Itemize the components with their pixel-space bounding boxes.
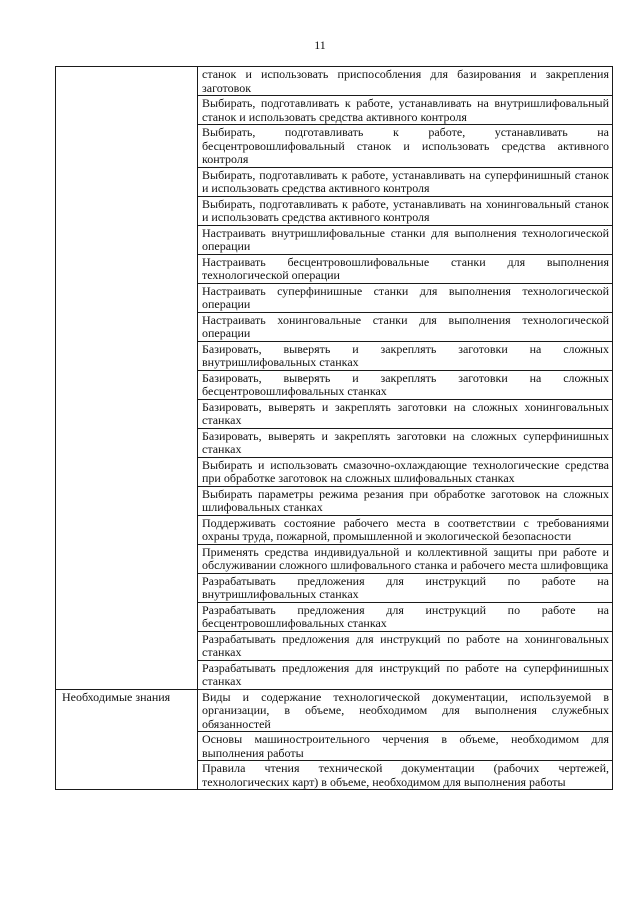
skill-item: Настраивать бесцентровошлифовальные станки для выполнения технологической операции bbox=[198, 254, 613, 283]
knowledge-item: Основы машиностроительного черчения в объеме, необходимом для выполнения работы bbox=[198, 732, 613, 761]
skill-item: Поддерживать состояние рабочего места в соответствии с требованиями охраны труда, пожарной, промышленной и экологической безопасности bbox=[198, 515, 613, 544]
knowledge-item: Правила чтения технической документации (рабочих чертежей, технологических карт) в объеме, необходимом для выполнения работы bbox=[198, 761, 613, 790]
skill-item: Выбирать, подготавливать к работе, устанавливать на хонинговальный станок и использовать средства активного контроля bbox=[198, 196, 613, 225]
skill-item: Настраивать суперфинишные станки для выполнения технологической операции bbox=[198, 283, 613, 312]
skill-item: Выбирать, подготавливать к работе, устанавливать на внутришлифовальный станок и использовать средства активного контроля bbox=[198, 96, 613, 125]
skill-item: Применять средства индивидуальной и коллективной защиты при работе и обслуживании сложного шлифовального станка и рабочего места шлифовщика bbox=[198, 544, 613, 573]
skill-item: станок и использовать приспособления для базирования и закрепления заготовок bbox=[198, 67, 613, 96]
skill-item: Выбирать параметры режима резания при обработке заготовок на сложных шлифовальных станках bbox=[198, 486, 613, 515]
skill-item: Базировать, выверять и закреплять заготовки на сложных хонинговальных станках bbox=[198, 399, 613, 428]
requirements-table bbox=[55, 66, 613, 790]
skill-item: Разрабатывать предложения для инструкций по работе на внутришлифовальных станках bbox=[198, 573, 613, 602]
table-row bbox=[56, 67, 613, 96]
skill-item: Выбирать и использовать смазочно-охлаждающие технологические средства при обработке заготовок на сложных шлифовальных станках bbox=[198, 457, 613, 486]
skill-item: Базировать, выверять и закреплять заготовки на сложных бесцентровошлифовальных станках bbox=[198, 370, 613, 399]
skill-item: Настраивать внутришлифовальные станки для выполнения технологической операции bbox=[198, 225, 613, 254]
page-number: 11 bbox=[314, 38, 326, 52]
skill-item: Выбирать, подготавливать к работе, устанавливать на суперфинишный станок и использовать средства активного контроля bbox=[198, 167, 613, 196]
skill-item: Разрабатывать предложения для инструкций по работе на суперфинишных станках bbox=[198, 660, 613, 689]
table-body bbox=[56, 67, 613, 790]
skill-item: Разрабатывать предложения для инструкций по работе на хонинговальных станках bbox=[198, 631, 613, 660]
skill-item: Выбирать, подготавливать к работе, устанавливать на бесцентровошлифовальный станок и использовать средства активного контроля bbox=[198, 125, 613, 168]
section-label-required-knowledge: Необходимые знания bbox=[56, 689, 198, 790]
skill-item: Настраивать хонинговальные станки для выполнения технологической операции bbox=[198, 312, 613, 341]
table-row bbox=[56, 689, 613, 732]
skill-item: Разрабатывать предложения для инструкций по работе на бесцентровошлифовальных станках bbox=[198, 602, 613, 631]
section-label-continued bbox=[56, 67, 198, 690]
knowledge-item: Виды и содержание технологической документации, используемой в организации, в объеме, необходимом для выполнения служебных обязанностей bbox=[198, 689, 613, 732]
skill-item: Базировать, выверять и закреплять заготовки на сложных внутришлифовальных станках bbox=[198, 341, 613, 370]
skill-item: Базировать, выверять и закреплять заготовки на сложных суперфинишных станках bbox=[198, 428, 613, 457]
